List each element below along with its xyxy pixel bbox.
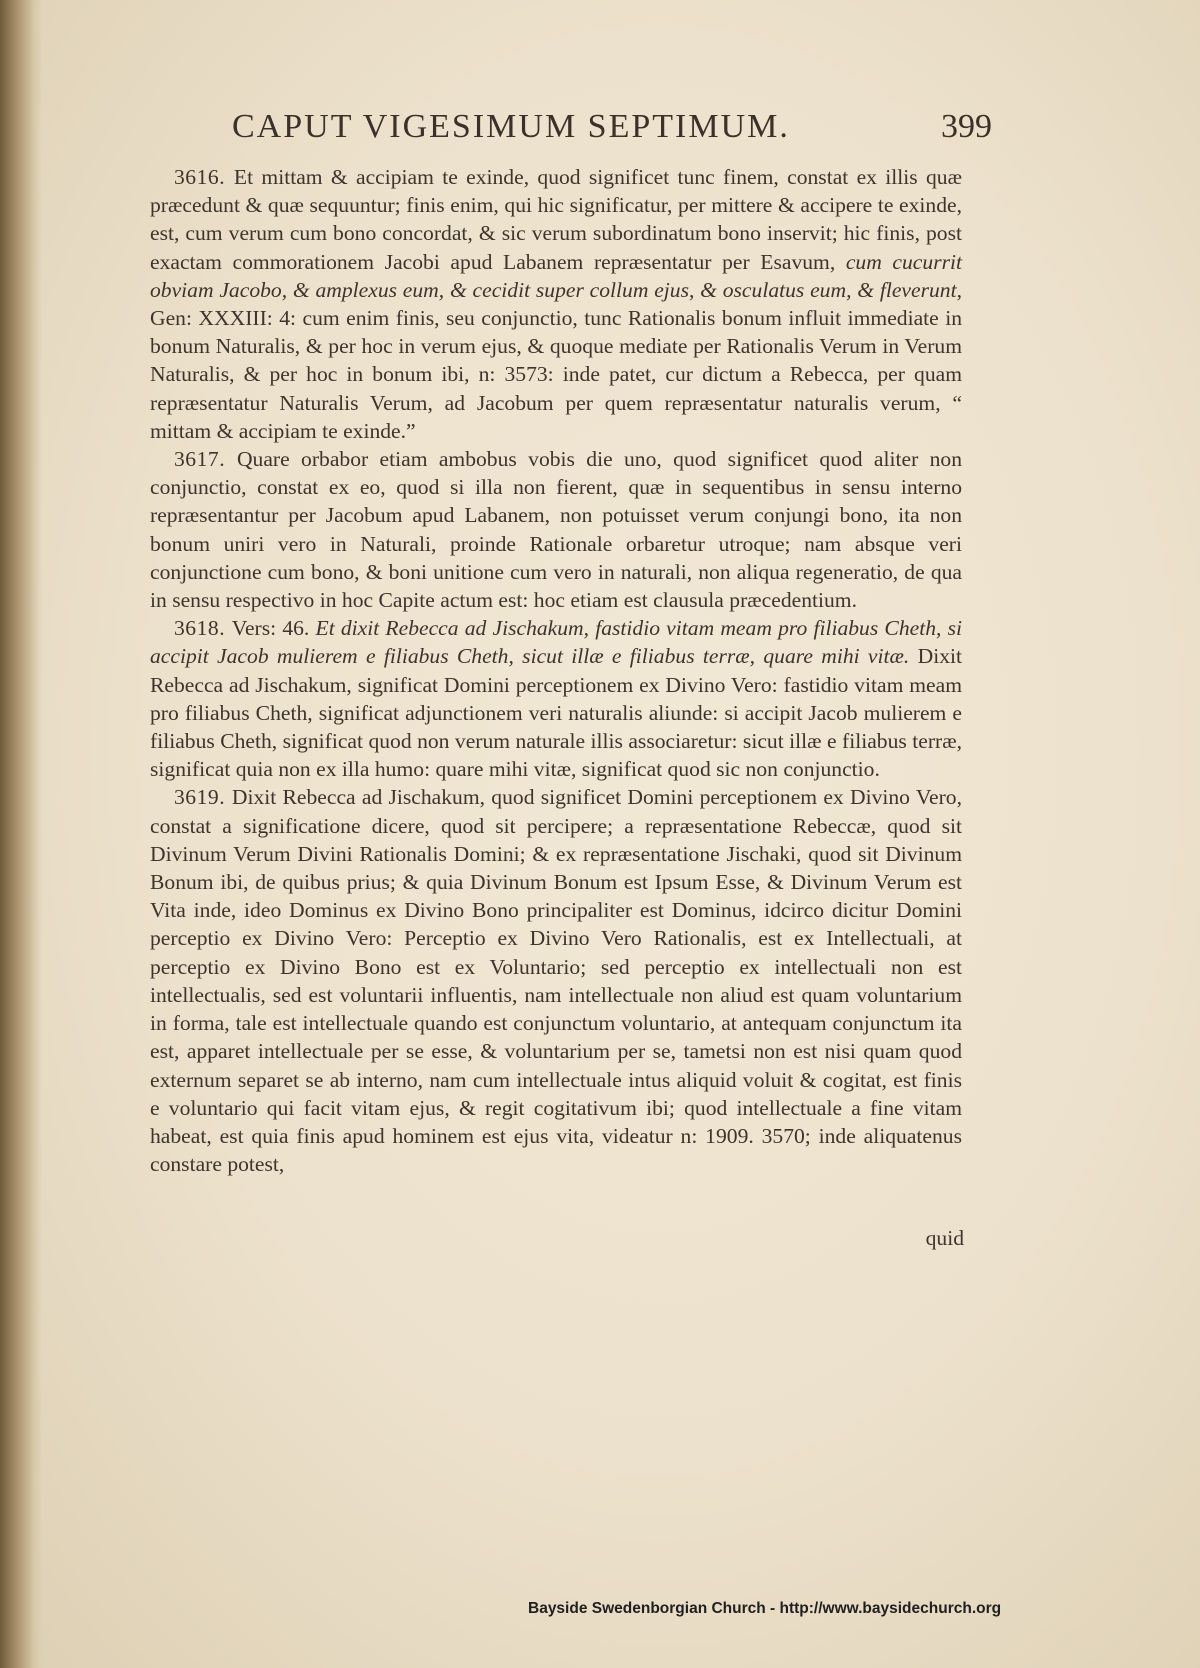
paragraph-number: 3618. bbox=[174, 616, 232, 641]
paragraph bbox=[150, 614, 962, 783]
page-number: 399 bbox=[941, 108, 992, 145]
footer-credit: Bayside Swedenborgian Church - http://www.baysidechurch.org bbox=[528, 1600, 1002, 1617]
paragraph-text: Dixit Rebecca ad Jischakum, significat Domini perceptionem ex Divino Vero: fastidio vitam meam pro filiabus Cheth, significat adjunctionem veri naturalis aliunde: si accipit Jacob mulierem e filiabus Cheth, significat quod non verum naturale illis associaretur: sicut illæ e filiabus terræ, significat quia non ex illa humo: quare mihi vitæ, significat quod sic non conjunctio. bbox=[150, 644, 962, 782]
catchword: quid bbox=[925, 1226, 964, 1250]
paragraph-text: Dixit Rebecca ad Jischakum, quod significet Domini perceptionem ex Divino Vero, constat a significatione dicere, quod sit percipere; a repræsentatione Rebeccæ, quod sit Divinum Verum Divini Rationalis Domini; & ex repræsentatione Jischaki, quod sit Divinum Bonum ibi, de quibus prius; & quia Divinum Bonum est Ipsum Esse, & Divinum Verum est Vita inde, ideo Dominus ex Divino Bono principaliter est Dominus, idcirco dicitur Domini perceptio ex Divino Vero: Perceptio ex Divino Vero Rationalis, est ex Intellectuali, at perceptio ex Divino Bono est ex Voluntario; sed perceptio ex intellectuali non est intellectualis, sed est voluntarii influentis, nam intellectuale non aliud est quam voluntarium in forma, tale est intellectuale quando est conjunctum voluntario, at antequam conjunctum ita est, apparet intellectuale per se esse, & voluntarium per se, tametsi non est nisi quam quod externum separet se ab interno, nam cum intellectuale intus aliquid voluit & cogitat, est finis e voluntario qui facit vitam ejus, & regit cogitativum ibi; quod intellectuale a fine vitam habeat, est quia finis apud hominem est ejus vita, videatur n: 1909. 3570; inde aliquatenus constare potest, bbox=[150, 785, 962, 1177]
running-head: CAPUT VIGESIMUM SEPTIMUM. bbox=[232, 108, 790, 145]
italic-quotation: cum cucurrit obviam Jacobo, & amplexus eum, & cecidit super collum ejus, & osculatus eum, & fleverunt bbox=[150, 249, 962, 302]
page-header bbox=[232, 108, 992, 146]
paragraph-number: 3617. bbox=[174, 447, 237, 472]
paragraph-text: Vers: 46. bbox=[231, 616, 316, 641]
italic-quotation: Et dixit Rebecca ad Jischakum, fastidio vitam meam pro filiabus Cheth, si accipit Jacob mulierem e filiabus Cheth, sicut illæ e filiabus terræ, quare mihi vitæ. bbox=[150, 616, 962, 669]
paragraph-number: 3616. bbox=[174, 165, 234, 189]
paragraph bbox=[150, 445, 962, 614]
body-text bbox=[150, 163, 962, 1178]
paragraph-text: Et mittam & accipiam te exinde, quod significet tunc finem, constat ex illis quæ præcedunt & quæ sequuntur; finis enim, qui hic significatur, per mittere & accipere te exinde, est, cum verum cum bono concordat, & sic verum subordinatum bono inservit; hic finis, post exactam commorationem Jacobi apud Labanem repræsentatur per Esavum, bbox=[150, 165, 963, 274]
paragraph-text: , Gen: XXXIII: 4: cum enim finis, seu conjunctio, tunc Rationalis bonum influit immediate in bonum Naturalis, & per hoc in verum ejus, & quoque mediate per Rationalis Verum in Verum Naturalis, & per hoc in bonum ibi, n: 3573: inde patet, cur dictum a Rebecca, per quam repræsentatur Naturalis Verum, ad Jacobum per quem repræsentatur naturalis verum, “ mittam & accipiam te exinde.” bbox=[150, 277, 962, 443]
paragraph bbox=[150, 163, 962, 445]
paragraph-number: 3619. bbox=[174, 785, 232, 810]
paragraph bbox=[150, 783, 962, 1178]
paragraph-text: Quare orbabor etiam ambobus vobis die uno, quod significet quod aliter non conjunctio, constat ex eo, quod si illa non fierent, quæ in sequentibus in sensu interno repræsentantur per Jacobum apud Labanem, non potuisset verum conjungi bono, ita non bonum uniri vero in Naturali, proinde Rationale orbaretur utroque; nam absque veri conjunctione cum bono, & boni unitione cum vero in naturali, non aliqua regeneratio, de qua in sensu respectivo in hoc Capite actum est: hoc etiam est clausula præcedentium. bbox=[150, 447, 962, 613]
page-gutter-shadow bbox=[0, 0, 42, 1668]
